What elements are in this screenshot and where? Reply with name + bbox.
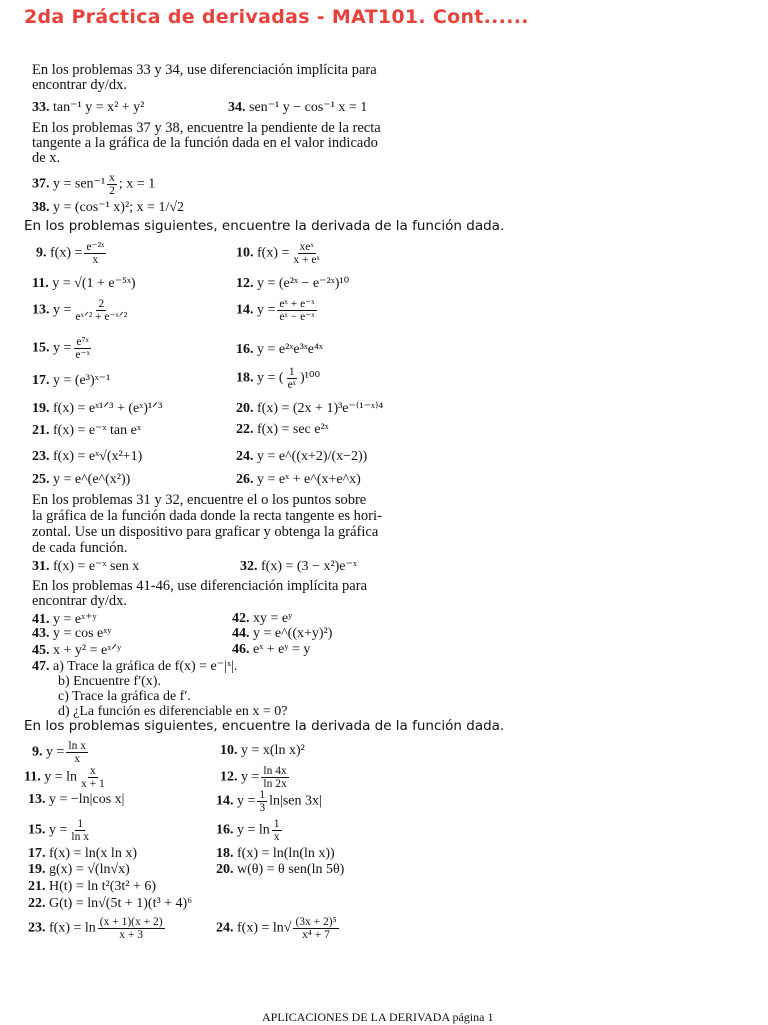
problem-expression: y = (e²ˣ − e⁻²ˣ)¹⁰ (257, 276, 350, 291)
fraction (286, 366, 298, 391)
problem-number: 13. (32, 302, 50, 318)
problem-number: 47. (32, 659, 50, 674)
problem-expression: y = eˣ + e^(x+e^x) (257, 472, 361, 487)
problem-47-part-c: c) Trace la gráfica de f′. (58, 689, 191, 704)
problem-log-19 (28, 862, 130, 878)
section-heading-derivatives-log: En los problemas siguientes, encuentre la derivada de la función dada. (24, 718, 505, 734)
problem-expression: y = x(ln x)² (241, 743, 305, 758)
problem-expression: f(x) = ln√ (237, 920, 292, 936)
instructions-41-46: En los problemas 41-46, use diferenciación implícita para (32, 578, 368, 594)
fraction (69, 818, 91, 843)
problem-number: 17. (28, 846, 46, 861)
numerator: eˣ + e⁻ˣ (279, 298, 315, 310)
problem-expression: f(x) = (3 − x²)e⁻ˣ (261, 559, 357, 574)
problem-number: 16. (236, 342, 254, 357)
problem-46 (232, 642, 310, 658)
page-footer: APLICACIONES DE LA DERIVADA página 1 (262, 1010, 494, 1024)
numerator: 1 (259, 789, 266, 801)
numerator: (x + 1)(x + 2) (99, 916, 163, 928)
denominator: x + eˣ (293, 254, 320, 266)
problem-expression: y = (241, 769, 260, 785)
numerator: ln x (68, 740, 86, 752)
problem-expression: y = (53, 302, 72, 318)
problem-number: 13. (28, 792, 46, 807)
problem-44 (232, 626, 332, 642)
problem-expression: y = (46, 744, 65, 760)
denominator: eˣ (287, 379, 296, 391)
problem-expression: f(x) = (257, 245, 290, 261)
problem-expression: w(θ) = θ sen(ln 5θ) (237, 862, 345, 877)
problem-42 (232, 611, 292, 627)
problem-number: 10. (220, 743, 238, 758)
problem-number: 20. (216, 862, 234, 877)
denominator: eˣᐟ² + e⁻ˣᐟ² (75, 311, 128, 323)
problem-number: 14. (216, 793, 234, 809)
problem-expression: f(x) = (2x + 1)³e⁻⁽¹⁻ˣ⁾⁴ (257, 401, 384, 416)
problem-21 (32, 422, 141, 439)
problem-number: 24. (216, 920, 234, 936)
problem-expression: )¹⁰⁰ (300, 370, 321, 386)
problem-number: 18. (236, 370, 254, 386)
problem-log-13 (28, 792, 124, 808)
problem-log-21 (28, 879, 156, 895)
problem-log-11 (24, 765, 109, 790)
problem-32 (240, 558, 357, 575)
problem-number: 9. (36, 245, 47, 261)
numerator: 2 (98, 298, 105, 310)
problem-log-14 (216, 789, 322, 814)
problem-number: 43. (32, 626, 50, 641)
problem-number: 9. (32, 744, 43, 760)
problem-25 (32, 472, 130, 488)
problem-number: 18. (216, 846, 234, 861)
problem-expression: y = (53, 340, 72, 356)
problem-12 (236, 275, 349, 292)
problem-43 (32, 626, 111, 642)
numerator: x (90, 765, 96, 777)
problem-number: 25. (32, 472, 50, 487)
problem-expression: y = sen⁻¹ (53, 176, 106, 192)
problem-26 (236, 472, 361, 488)
problem-expression: ; x = 1 (118, 176, 156, 192)
numerator: xeˣ (299, 241, 314, 253)
problem-31 (32, 558, 139, 575)
problem-expression: y = ln (237, 822, 270, 838)
problem-number: 34. (228, 100, 246, 115)
problem-log-22 (28, 896, 192, 912)
problem-expression: y = eˣ⁺ʸ (53, 612, 97, 627)
problem-33 (32, 99, 144, 116)
problem-number: 15. (28, 822, 46, 838)
problem-number: 10. (236, 245, 254, 261)
problem-expression: y = e²ˣe³ˣe⁴ˣ (257, 342, 323, 357)
problem-18 (236, 366, 320, 391)
problem-log-12 (220, 765, 291, 790)
problem-expression: f(x) = ln(ln(ln x)) (237, 846, 335, 861)
problem-number: 23. (32, 449, 50, 464)
instructions-31-32-line3: zontal. Use un dispositivo para graficar y obtenga la gráfica (32, 524, 379, 540)
problem-log-23 (28, 916, 167, 941)
problem-log-15 (28, 818, 93, 843)
page-title: 2da Práctica de derivadas - MAT101. Cont...... (24, 6, 529, 28)
fraction (291, 241, 321, 266)
denominator: x (74, 753, 81, 765)
problem-number: 32. (240, 559, 258, 574)
problem-expression: y = e^((x+y)²) (253, 626, 333, 641)
problem-number: 37. (32, 176, 50, 192)
instructions-37-38-line2: tangente a la gráfica de la función dada en el valor indicado (32, 135, 378, 151)
problem-part-a: a) Trace la gráfica de f(x) = e⁻|ˣ|. (53, 659, 238, 674)
fraction (261, 765, 288, 790)
problem-38 (32, 199, 184, 216)
problem-log-24 (216, 916, 341, 941)
problem-number: 19. (28, 862, 46, 877)
problem-number: 45. (32, 643, 50, 658)
problem-number: 31. (32, 559, 50, 574)
problem-23 (32, 449, 142, 465)
problem-number: 38. (32, 200, 50, 215)
problem-24 (236, 449, 367, 465)
instructions-31-32-line2: la gráfica de la función dada donde la recta tangente es hori- (32, 508, 382, 524)
problem-expression: f(x) = (50, 245, 83, 261)
fraction (66, 740, 88, 765)
problem-number: 42. (232, 611, 250, 626)
denominator: eˣ − e⁻ˣ (279, 311, 315, 323)
problem-number: 24. (236, 449, 254, 464)
problem-47 (32, 658, 237, 675)
problem-number: 21. (28, 879, 46, 894)
problem-expression: f(x) = ln(x ln x) (49, 846, 137, 861)
problem-expression: y = e^((x+2)/(x−2)) (257, 449, 368, 464)
instructions-37-38-line3: de x. (32, 150, 61, 166)
problem-log-17 (28, 846, 137, 862)
numerator: x (109, 172, 115, 184)
denominator: ln x (71, 831, 89, 843)
problem-number: 46. (232, 642, 250, 657)
problem-log-20 (216, 862, 344, 878)
problem-47-part-b: b) Encuentre f′(x). (58, 674, 161, 689)
problem-expression: G(t) = ln√(5t + 1)(t³ + 4)⁶ (49, 896, 193, 911)
problem-11 (32, 275, 136, 292)
problem-expression: f(x) = e⁻ˣ sen x (53, 559, 140, 574)
problem-expression: xy = eʸ (253, 611, 293, 626)
numerator: ln 4x (263, 765, 287, 777)
problem-number: 19. (32, 401, 50, 416)
problem-expression: y = cos eˣʸ (53, 626, 112, 641)
numerator: 1 (273, 818, 280, 830)
denominator: 2 (109, 185, 115, 197)
problem-number: 41. (32, 612, 50, 627)
problem-number: 44. (232, 626, 250, 641)
problem-10 (236, 241, 324, 266)
denominator: x + 3 (119, 929, 144, 941)
denominator: e⁻ˣ (75, 349, 90, 361)
problem-expression: y = (e³)ˣ⁻¹ (53, 373, 111, 388)
numerator: 1 (77, 818, 84, 830)
problem-expression: f(x) = ln (49, 920, 96, 936)
denominator: x + 1 (81, 778, 105, 790)
problem-number: 17. (32, 373, 50, 388)
problem-34 (228, 99, 367, 116)
problem-log-9 (32, 740, 90, 765)
problem-number: 16. (216, 822, 234, 838)
fraction (84, 241, 106, 266)
problem-expression: y = e^(e^(x²)) (53, 472, 131, 487)
problem-number: 12. (220, 769, 238, 785)
problem-13 (32, 298, 131, 323)
problem-expression: f(x) = eˣ¹ᐟ³ + (eˣ)¹ᐟ³ (53, 401, 163, 416)
denominator: ln 2x (263, 778, 287, 790)
problem-expression: eˣ + eʸ = y (253, 642, 311, 657)
problem-expression: y = (49, 822, 68, 838)
problem-number: 26. (236, 472, 254, 487)
denominator: x⁴ + 7 (302, 929, 330, 941)
problem-20 (236, 400, 383, 417)
problem-45 (32, 642, 121, 659)
fraction (79, 765, 107, 790)
problem-expression: sen⁻¹ y − cos⁻¹ x = 1 (249, 100, 368, 115)
problem-expression: f(x) = eˣ√(x²+1) (53, 449, 143, 464)
problem-log-16 (216, 818, 284, 843)
fraction (73, 298, 129, 323)
fraction (107, 172, 117, 197)
numerator: 1 (288, 366, 295, 378)
instructions-37-38: En los problemas 37 y 38, encuentre la pendiente de la recta (32, 120, 381, 136)
problem-number: 14. (236, 302, 254, 318)
section-heading-derivatives: En los problemas siguientes, encuentre la derivada de la función dada. (24, 218, 505, 234)
problem-17 (32, 372, 110, 389)
problem-number: 22. (236, 422, 254, 437)
problem-expression: f(x) = e⁻ˣ tan eˣ (53, 423, 141, 438)
problem-15 (32, 336, 94, 361)
problem-expression: y = ( (257, 370, 284, 386)
problem-number: 12. (236, 276, 254, 291)
problem-expression: y = ln (44, 769, 78, 785)
instructions-31-32-line4: de cada función. (32, 540, 128, 556)
problem-expression: ln|sen 3x| (269, 793, 322, 809)
denominator: x (92, 254, 99, 266)
numerator: e⁻²ˣ (86, 241, 105, 253)
problem-number: 21. (32, 423, 50, 438)
denominator: x (273, 831, 280, 843)
numerator: e⁷ˣ (76, 336, 89, 348)
problem-log-10 (220, 743, 305, 759)
problem-22 (236, 422, 329, 438)
problem-number: 11. (24, 769, 41, 785)
problem-expression: y = (257, 302, 276, 318)
fraction (98, 916, 165, 941)
problem-16 (236, 342, 323, 358)
problem-number: 20. (236, 401, 254, 416)
fraction (277, 298, 316, 323)
problem-log-18 (216, 846, 335, 862)
instructions-33-34-line2: encontrar dy/dx. (32, 77, 128, 93)
fraction (293, 916, 338, 941)
problem-expression: y = −ln|cos x| (49, 792, 125, 807)
problem-expression: x + y² = eˣᐟʸ (53, 643, 122, 658)
instructions-41-46-line2: encontrar dy/dx. (32, 593, 128, 609)
problem-number: 11. (32, 276, 49, 291)
fraction (73, 336, 92, 361)
problem-expression: f(x) = sec e²ˣ (257, 422, 329, 437)
problem-47-part-d: d) ¿La función es diferenciable en x = 0? (58, 704, 288, 719)
instructions-31-32: En los problemas 31 y 32, encuentre el o los puntos sobre (32, 492, 367, 508)
problem-expression: tan⁻¹ y = x² + y² (53, 100, 145, 115)
denominator: 3 (259, 802, 266, 814)
problem-9 (36, 241, 108, 266)
problem-expression: y = (cos⁻¹ x)²; x = 1/√2 (53, 200, 185, 215)
problem-number: 33. (32, 100, 50, 115)
fraction (257, 789, 267, 814)
problem-number: 15. (32, 340, 50, 356)
problem-37 (32, 172, 155, 197)
problem-expression: y = (237, 793, 256, 809)
instructions-33-34: En los problemas 33 y 34, use diferenciación implícita para (32, 62, 377, 78)
numerator: (3x + 2)⁵ (295, 916, 337, 928)
problem-expression: y = √(1 + e⁻⁵ˣ) (52, 276, 136, 291)
problem-14 (236, 298, 319, 323)
problem-number: 23. (28, 920, 46, 936)
problem-number: 22. (28, 896, 46, 911)
problem-expression: g(x) = √(ln√x) (49, 862, 130, 877)
problem-19 (32, 400, 162, 417)
problem-expression: H(t) = ln t²(3t² + 6) (49, 879, 157, 894)
fraction (272, 818, 282, 843)
